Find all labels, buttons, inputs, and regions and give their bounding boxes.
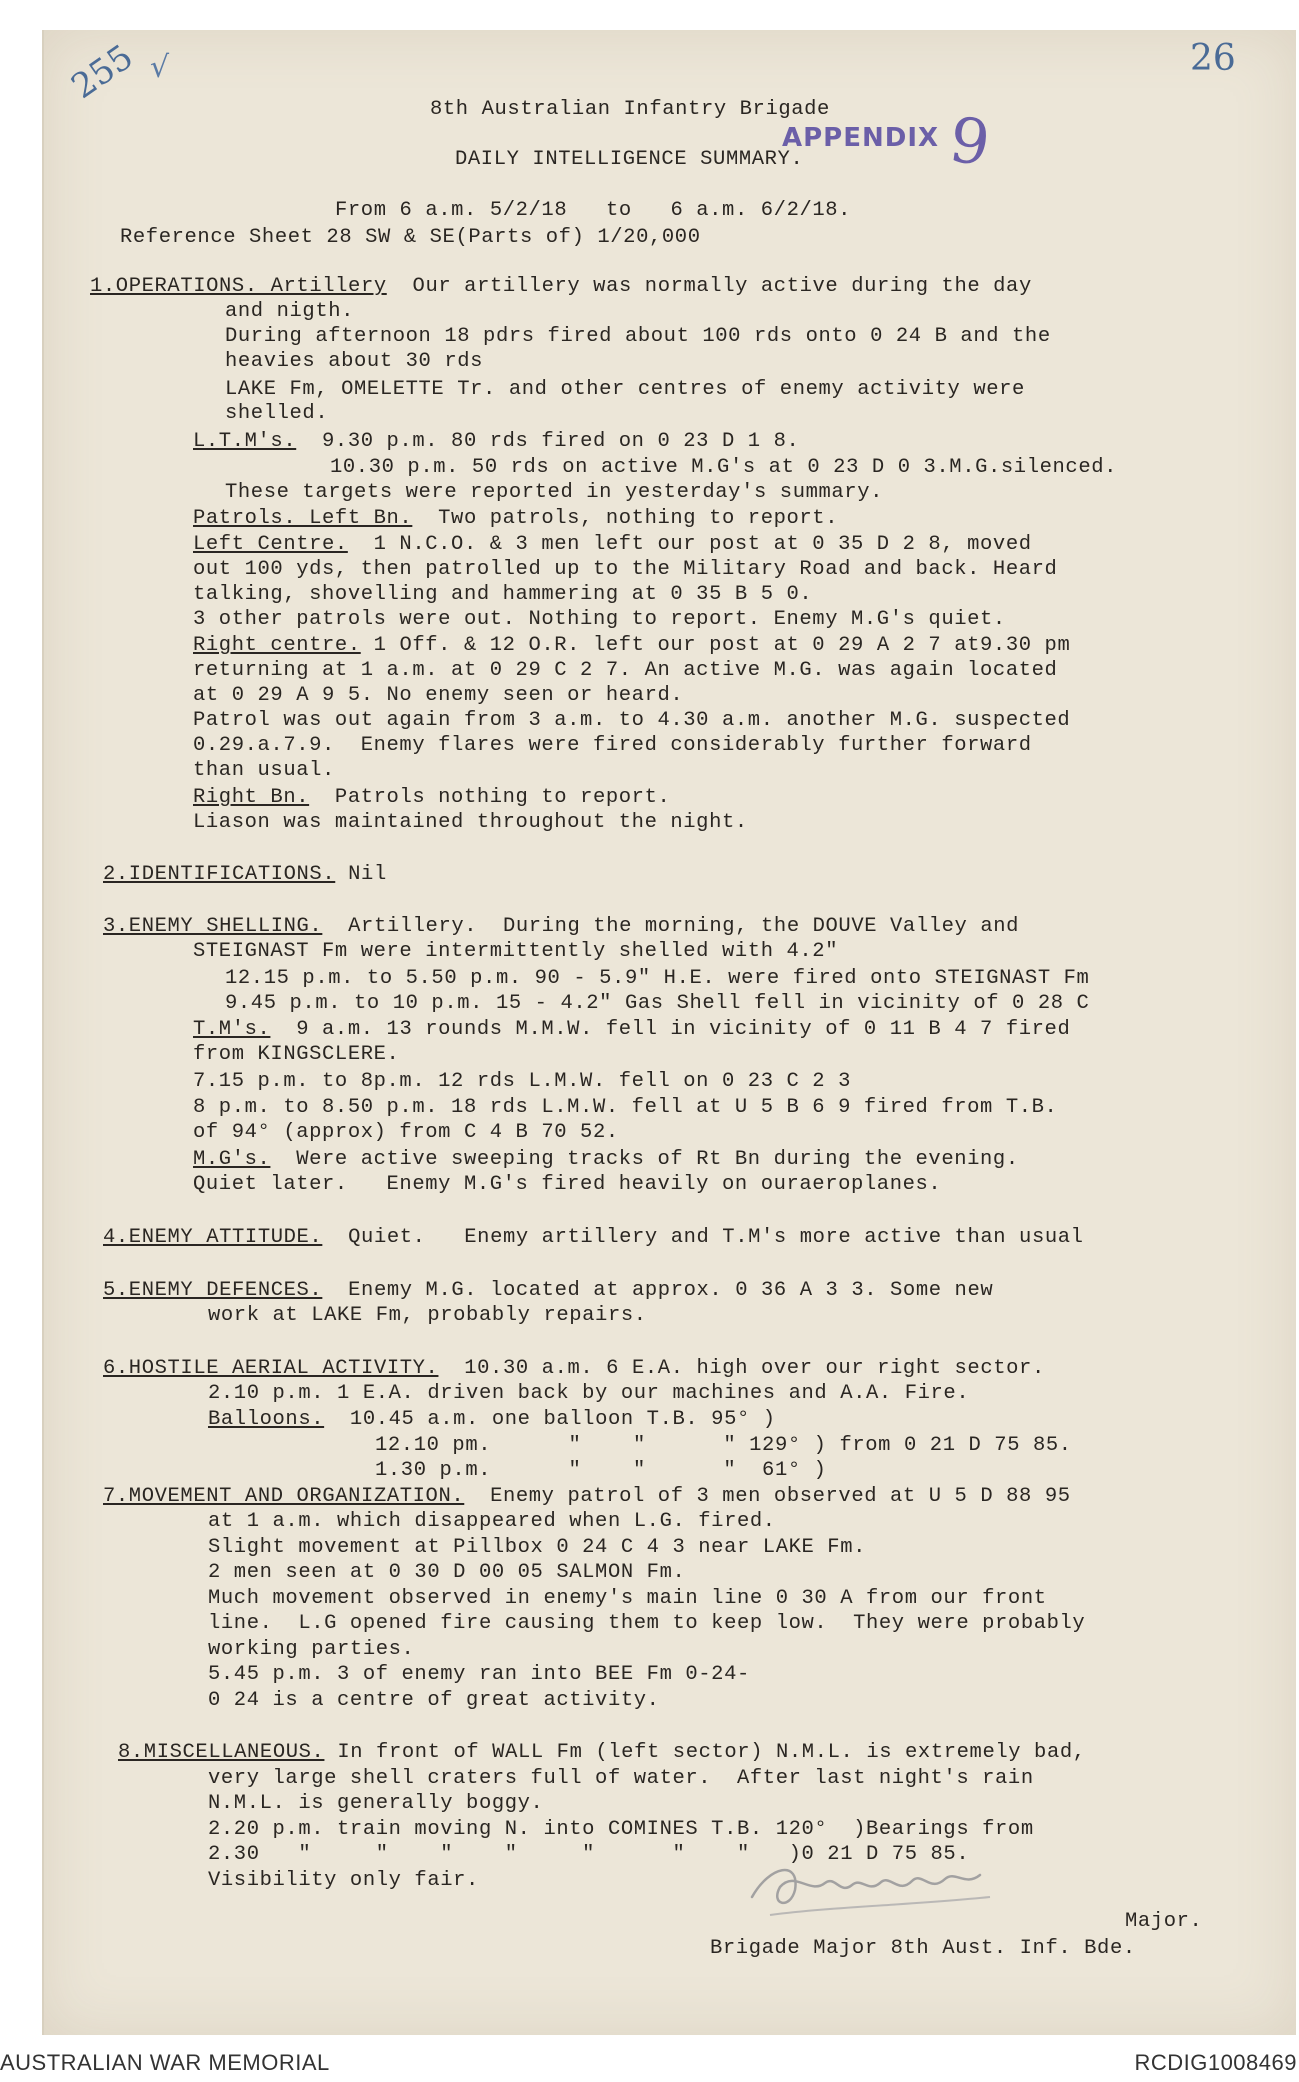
report-line [193,533,1032,557]
section-heading: 8.MISCELLANEOUS. [118,1741,325,1764]
report-line [193,1096,1057,1120]
report-period: From 6 a.m. 5/2/18 to 6 a.m. 6/2/18. [335,199,852,222]
report-line [225,992,1089,1016]
tick-mark: √ [150,50,170,85]
line-text: out 100 yds, then patrolled up to the Military Road and back. Heard [193,558,1058,581]
line-text: working parties. [208,1638,415,1661]
report-line [103,1357,1045,1381]
line-text: Quiet. Enemy artillery and T.M's more active than usual [322,1226,1084,1249]
line-text: 1 Off. & 12 O.R. left our post at 0 29 A 2 7 at9.30 pm [360,634,1071,657]
line-text: LAKE Fm, OMELETTE Tr. and other centres of enemy activity were [225,378,1025,401]
report-line [193,1148,1019,1172]
report-line [208,1792,543,1816]
report-line [208,1869,479,1893]
document-title: DAILY INTELLIGENCE SUMMARY. [455,148,804,171]
report-line [225,402,328,426]
report-line [90,275,1032,299]
line-text: of 94° (approx) from C 4 B 70 52. [193,1121,619,1144]
section-heading: Left Centre. [193,533,348,556]
report-line [225,378,1025,402]
line-text: 9.45 p.m. to 10 p.m. 15 - 4.2" Gas Shell fell in vicinity of 0 28 C [225,992,1090,1015]
report-line [208,1304,647,1328]
report-line [208,1408,776,1432]
signature-scrawl [740,1835,1000,1925]
line-text: talking, shovelling and hammering at 0 35 B 5 0. [193,583,813,606]
line-text: 9 a.m. 13 rounds M.M.W. fell in vicinity of 0 11 B 4 7 fired [270,1018,1071,1041]
appendix-number: 9 [945,102,995,181]
report-line [193,786,670,810]
report-line [193,558,1057,582]
line-text: In front of WALL Fm (left sector) N.M.L. is extremely bad, [324,1741,1086,1764]
line-text: 12.15 p.m. to 5.50 p.m. 90 - 5.9" H.E. were fired onto STEIGNAST Fm [225,967,1090,990]
section-heading: Right Bn. [193,786,310,809]
report-line [225,325,1051,349]
section-heading: 4.ENEMY ATTITUDE. [103,1226,323,1249]
report-line [193,1070,851,1094]
line-text: 10.45 a.m. one balloon T.B. 95° ) [324,1408,776,1431]
page-number: 26 [1190,38,1236,79]
line-text: 3 other patrols were out. Nothing to report. Enemy M.G's quiet. [193,608,1006,631]
signatory-title: Brigade Major 8th Aust. Inf. Bde. [710,1937,1136,1960]
section-heading: T.M's. [193,1018,271,1041]
report-line [208,1587,1047,1611]
line-text: Quiet later. Enemy M.G's fired heavily on ouraeroplanes. [193,1173,942,1196]
section-heading: Patrols. Left Bn. [193,507,413,530]
report-line [193,940,838,964]
line-text: at 1 a.m. which disappeared when L.G. fired. [208,1510,776,1533]
report-line [193,1121,619,1145]
report-line [208,1612,1085,1636]
report-line [103,1485,1071,1509]
line-text: Enemy patrol of 3 men observed at U 5 D 88 95 [464,1485,1071,1508]
line-text: at 0 29 A 9 5. No enemy seen or heard. [193,684,684,707]
line-text: Artillery. During the morning, the DOUVE Valley and [322,915,1020,938]
line-text: Patrol was out again from 3 a.m. to 4.30 a.m. another M.G. suspected [193,709,1071,732]
report-line [193,759,335,783]
line-text: Were active sweeping tracks of Rt Bn during the evening. [270,1148,1019,1171]
section-heading: Right centre. [193,634,361,657]
report-line [208,1663,750,1687]
section-heading: Balloons. [208,1408,325,1431]
footer-catalogue-id: RCDIG1008469 [1134,2050,1297,2075]
report-line [103,1226,1084,1250]
line-text: 0.29.a.7.9. Enemy flares were fired considerably further forward [193,734,1032,757]
line-text: Much movement observed in enemy's main line 0 30 A from our front [208,1587,1047,1610]
line-text: returning at 1 a.m. at 0 29 C 2 7. An active M.G. was again located [193,659,1058,682]
line-text: from KINGSCLERE. [193,1043,400,1066]
line-text: 5.45 p.m. 3 of enemy ran into BEE Fm 0-24- [208,1663,750,1686]
line-text: Two patrols, nothing to report. [412,507,839,530]
report-line [193,1043,399,1067]
line-text: 8 p.m. to 8.50 p.m. 18 rds L.M.W. fell at U 5 B 6 9 fired from T.B. [193,1096,1058,1119]
line-text: 10.30 a.m. 6 E.A. high over our right sector. [438,1357,1045,1380]
section-heading: 7.MOVEMENT AND ORGANIZATION. [103,1485,465,1508]
report-line [208,1638,414,1662]
section-heading: 5.ENEMY DEFENCES. [103,1279,323,1302]
line-text: and nigth. [225,300,355,323]
line-text: 2.20 p.m. train moving N. into COMINES T.B. 120° )Bearings from [208,1818,1034,1841]
line-text: Enemy M.G. located at approx. 0 36 A 3 3. Some new [322,1279,994,1302]
report-line [193,507,838,531]
line-text: than usual. [193,759,335,782]
report-line [118,1741,1086,1765]
report-line [208,1510,776,1534]
line-text: Nil [335,863,387,886]
report-line [208,1561,685,1585]
line-text: N.M.L. is generally boggy. [208,1792,544,1815]
line-text: 1.30 p.m. " " " 61° ) [375,1459,827,1482]
report-line [103,915,1019,939]
report-line [208,1767,1034,1791]
report-line [193,430,799,454]
report-line [375,1434,1072,1458]
report-line [330,456,1117,480]
folio-number: 255 [64,37,141,107]
appendix-stamp: APPENDIX [782,123,940,153]
report-line [193,1173,941,1197]
signatory-rank: Major. [1125,1910,1203,1933]
line-text: STEIGNAST Fm were intermittently shelled with 4.2" [193,940,839,963]
line-text: shelled. [225,402,329,425]
section-heading: 3.ENEMY SHELLING. [103,915,323,938]
report-line [208,1536,866,1560]
line-text: Our artillery was normally active during the day [386,275,1032,298]
report-line [193,659,1057,683]
report-line [225,300,354,324]
line-text: 7.15 p.m. to 8p.m. 12 rds L.M.W. fell on 0 23 C 2 3 [193,1070,852,1093]
report-line [103,863,387,887]
line-text: Liason was maintained throughout the night. [193,811,748,834]
line-text: These targets were reported in yesterday's summary. [225,481,884,504]
line-text: line. L.G opened fire causing them to keep low. They were probably [208,1612,1086,1635]
line-text: very large shell craters full of water. After last night's rain [208,1767,1034,1790]
report-line [193,583,812,607]
section-heading: 6.HOSTILE AERIAL ACTIVITY. [103,1357,439,1380]
report-line [193,634,1070,658]
report-line [225,967,1089,991]
report-line [193,811,748,835]
report-line [193,684,683,708]
line-text: Patrols nothing to report. [309,786,671,809]
line-text: Visibility only fair. [208,1869,479,1892]
report-line [208,1382,969,1406]
brigade-heading: 8th Australian Infantry Brigade [430,98,830,121]
report-line [193,1018,1070,1042]
report-line [193,709,1070,733]
report-line [225,481,883,505]
footer-institution: AUSTRALIAN WAR MEMORIAL [0,2050,330,2075]
line-text: 12.10 pm. " " " 129° ) from 0 21 D 75 85. [375,1434,1072,1457]
section-heading: L.T.M's. [193,430,297,453]
line-text: 2.30 " " " " " " " )0 21 D 75 85. [208,1843,970,1866]
line-text: heavies about 30 rds [225,350,484,373]
line-text: 1 N.C.O. & 3 men left our post at 0 35 D 2 8, moved [347,533,1032,556]
line-text: 10.30 p.m. 50 rds on active M.G's at 0 23 D 0 3.M.G.silenced. [330,456,1118,479]
report-line [103,1279,993,1303]
report-line [225,350,483,374]
line-text: 0 24 is a centre of great activity. [208,1689,660,1712]
map-reference: Reference Sheet 28 SW & SE(Parts of) 1/20,000 [120,226,701,249]
section-heading: 2.IDENTIFICATIONS. [103,863,336,886]
section-heading: 1.OPERATIONS. Artillery [90,275,387,298]
line-text: During afternoon 18 pdrs fired about 100 rds onto 0 24 B and the [225,325,1051,348]
line-text: 2.10 p.m. 1 E.A. driven back by our machines and A.A. Fire. [208,1382,970,1405]
report-line [375,1459,827,1483]
line-text: 9.30 p.m. 80 rds fired on 0 23 D 1 8. [296,430,800,453]
report-line [208,1689,660,1713]
line-text: 2 men seen at 0 30 D 00 05 SALMON Fm. [208,1561,686,1584]
report-line [193,734,1032,758]
line-text: Slight movement at Pillbox 0 24 C 4 3 near LAKE Fm. [208,1536,867,1559]
section-heading: M.G's. [193,1148,271,1171]
line-text: work at LAKE Fm, probably repairs. [208,1304,647,1327]
report-line [193,608,1006,632]
